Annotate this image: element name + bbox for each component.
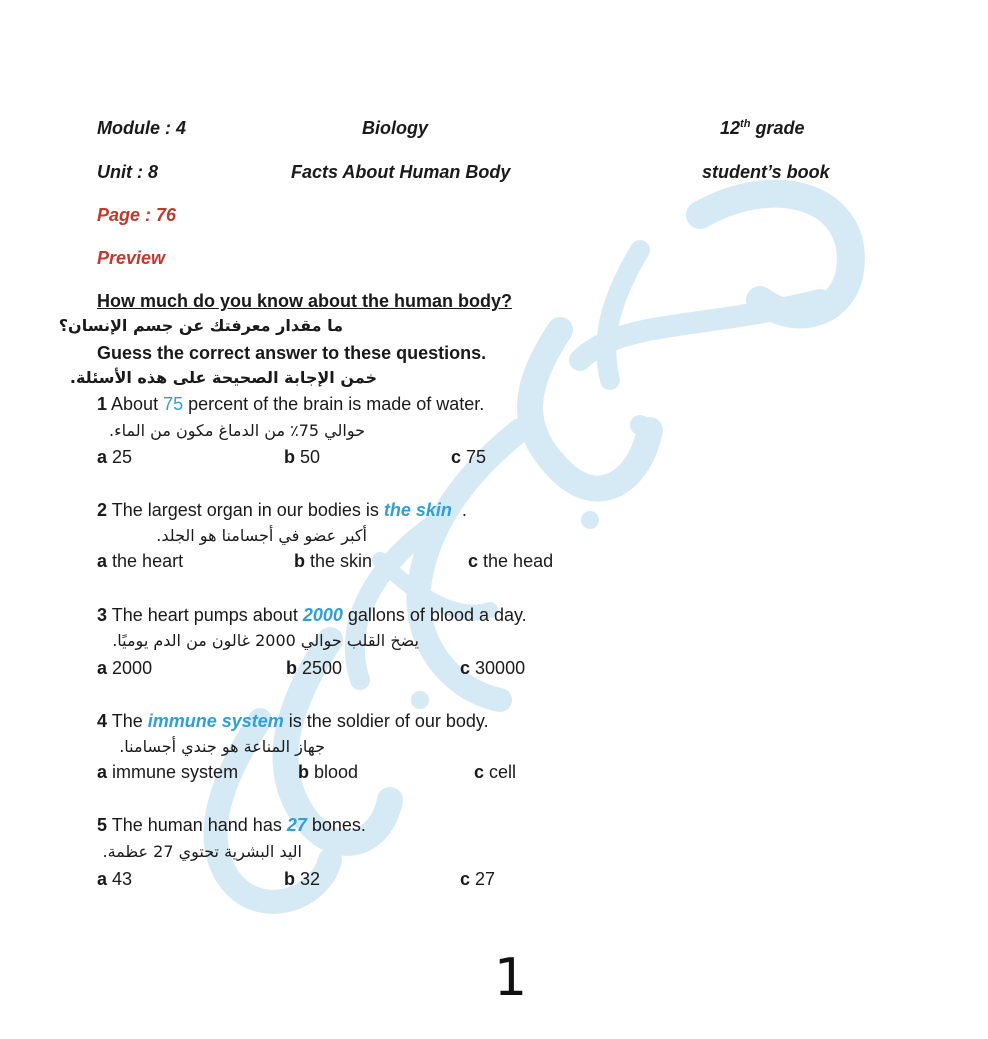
question-5-arabic: اليد البشرية تحتوي 27 عظمة.	[102, 842, 302, 861]
question-text: The	[111, 711, 148, 731]
question-text: gallons of blood a day.	[342, 605, 527, 625]
option-letter: b	[298, 762, 309, 782]
question-text: The heart pumps about	[111, 605, 303, 625]
module-label: Module : 4	[97, 118, 186, 138]
grade-word: grade	[755, 118, 805, 138]
option-letter: a	[97, 869, 108, 889]
option-text: 43	[112, 869, 133, 889]
option-text: 2500	[302, 658, 343, 678]
option-b[interactable]	[284, 447, 320, 468]
option-letter: c	[451, 447, 462, 467]
option-a[interactable]	[97, 658, 152, 679]
question-number: 5	[97, 815, 108, 835]
option-letter: c	[474, 762, 485, 782]
option-letter: b	[286, 658, 297, 678]
answer-highlight: 2000	[302, 605, 343, 625]
instruction-ar: خمن الإجابة الصحيحة على هذه الأسئلة.	[69, 368, 377, 387]
intro-heading-ar: ما مقدار معرفتك عن جسم الإنسان؟	[58, 316, 343, 335]
question-text: bones.	[306, 815, 366, 835]
question-1	[97, 394, 484, 415]
option-c[interactable]	[460, 658, 525, 679]
book-label: student’s book	[702, 162, 830, 182]
question-text: About	[111, 394, 164, 414]
option-letter: b	[284, 869, 295, 889]
answer-highlight: the skin	[383, 500, 452, 520]
option-b[interactable]	[294, 551, 372, 572]
intro-heading-en: How much do you know about the human body?	[97, 291, 512, 311]
question-text: percent of the brain is made of water.	[183, 394, 485, 414]
question-3	[97, 605, 527, 626]
question-2-arabic: أكبر عضو في أجسامنا هو الجلد.	[156, 526, 367, 545]
question-4	[97, 711, 489, 732]
option-letter: c	[468, 551, 479, 571]
answer-highlight: 27	[286, 815, 307, 835]
answer-highlight: immune system	[147, 711, 284, 731]
option-c[interactable]	[468, 551, 553, 572]
grade-label	[720, 118, 804, 139]
option-text: immune system	[112, 762, 239, 782]
option-letter: b	[284, 447, 295, 467]
page-label: Page : 76	[97, 205, 177, 225]
option-c[interactable]	[460, 869, 495, 890]
option-text: 30000	[475, 658, 526, 678]
option-letter: a	[97, 658, 108, 678]
option-a[interactable]	[97, 447, 132, 468]
option-text: the skin	[310, 551, 373, 571]
option-text: cell	[489, 762, 517, 782]
question-3-arabic: يضخ القلب حوالي 2000 غالون من الدم يوميًا.	[112, 631, 419, 650]
question-5	[97, 815, 366, 836]
question-text: The largest organ in our bodies is	[111, 500, 384, 520]
instruction-en: Guess the correct answer to these questions.	[97, 343, 487, 363]
unit-label: Unit : 8	[97, 162, 158, 182]
option-letter: b	[294, 551, 305, 571]
option-letter: a	[97, 762, 108, 782]
question-number: 1	[97, 394, 108, 414]
question-text: The human hand has	[111, 815, 287, 835]
option-text: blood	[314, 762, 359, 782]
answer-highlight: 75	[163, 394, 184, 414]
option-text: the head	[483, 551, 554, 571]
grade-suffix: th	[740, 118, 751, 130]
option-text: 25	[112, 447, 133, 467]
question-4-arabic: جهاز المناعة هو جندي أجسامنا.	[119, 737, 325, 756]
option-b[interactable]	[286, 658, 342, 679]
question-number: 3	[97, 605, 108, 625]
option-letter: c	[460, 869, 471, 889]
option-letter: a	[97, 551, 108, 571]
question-number: 4	[97, 711, 108, 731]
option-b[interactable]	[284, 869, 320, 890]
unit-title: Facts About Human Body	[291, 162, 511, 182]
option-text: 27	[475, 869, 496, 889]
option-text: 75	[466, 447, 487, 467]
grade-number: 12	[720, 118, 741, 138]
option-a[interactable]	[97, 762, 238, 783]
section-title: Preview	[97, 248, 166, 268]
option-text: 50	[300, 447, 321, 467]
option-c[interactable]	[451, 447, 486, 468]
question-text: is the soldier of our body.	[283, 711, 489, 731]
option-letter: a	[97, 447, 108, 467]
option-text: 32	[300, 869, 321, 889]
option-text: the heart	[112, 551, 184, 571]
option-b[interactable]	[298, 762, 358, 783]
question-2	[97, 500, 467, 521]
option-a[interactable]	[97, 869, 132, 890]
option-letter: c	[460, 658, 471, 678]
option-c[interactable]	[474, 762, 516, 783]
question-number: 2	[97, 500, 108, 520]
subject-label: Biology	[362, 118, 428, 138]
page-number: 1	[494, 948, 528, 1008]
question-text: .	[451, 500, 467, 520]
option-a[interactable]	[97, 551, 183, 572]
question-1-arabic: حوالي 75٪ من الدماغ مكون من الماء.	[109, 421, 365, 440]
option-text: 2000	[112, 658, 153, 678]
